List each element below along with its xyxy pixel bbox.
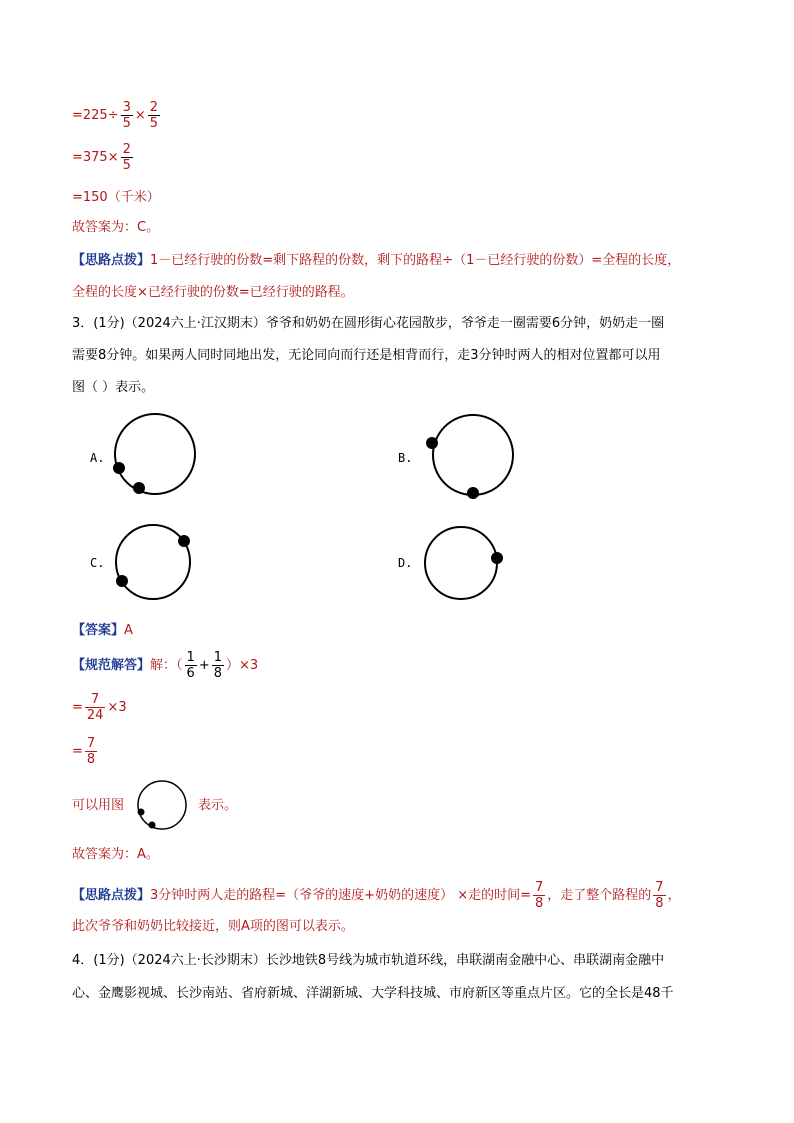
dot <box>178 535 190 547</box>
option-d-label: D. <box>398 556 413 570</box>
step-line-1 <box>72 692 127 723</box>
denominator: 5 <box>122 158 131 173</box>
use-figure-line <box>72 796 124 816</box>
use-figure-text: 可以用图 <box>72 798 125 813</box>
circle-outline <box>116 525 190 599</box>
circle-outline <box>433 415 513 495</box>
numerator: 2 <box>149 100 159 115</box>
answer-line-q2: 故答案为：C。 <box>72 220 160 235</box>
hint-tag: 【思路点拨】 <box>72 888 151 903</box>
fraction <box>121 142 133 173</box>
hint-text: 1－已经行驶的份数=剩下路程的份数，剩下的路程÷（1－已经行驶的份数）=全程的长度， <box>150 253 681 268</box>
option-a-circle <box>110 410 200 500</box>
hint-text-a: 3分钟时两人走的路程=（爷爷的速度+奶奶的速度） ×走的时间= <box>150 888 531 903</box>
solution-circle <box>134 778 190 834</box>
numerator: 7 <box>535 880 544 895</box>
step1-tail: ×3 <box>107 700 127 715</box>
dot <box>467 487 479 499</box>
fraction <box>533 880 545 911</box>
dot <box>138 809 145 816</box>
numerator: 1 <box>213 650 222 665</box>
fraction <box>85 692 106 723</box>
dot <box>113 462 125 474</box>
use-figure-suffix-line <box>198 796 237 816</box>
option-c-label: C. <box>90 556 105 570</box>
q3-line-1: 3．(1分)（2024六上·江汉期末）爷爷和奶奶在圆形街心花园散步，爷爷走一圈需要6分钟，奶奶走一圈 <box>72 316 665 331</box>
fraction <box>653 880 665 911</box>
q4-line-2: 心、金鹰影视城、长沙南站、省府新城、洋湖新城、大学科技城、市府新区等重点片区。它的全长是48千 <box>72 986 674 1001</box>
fraction <box>212 650 224 681</box>
fraction <box>148 100 160 131</box>
denominator: 8 <box>655 896 664 911</box>
dot <box>491 552 503 564</box>
times-sign: × <box>134 108 146 123</box>
hint-line-2: 全程的长度×已经行驶的份数=已经行驶的路程。 <box>72 285 354 300</box>
denominator: 5 <box>122 116 131 131</box>
step-line-2 <box>72 736 99 767</box>
calc-line-2 <box>72 142 135 173</box>
answer-line-q3 <box>72 621 133 641</box>
hint-text-b: ，走了整个路程的 <box>547 888 652 903</box>
dot <box>133 482 145 494</box>
q3-line-3: 图（ ）表示。 <box>72 380 155 395</box>
answer-line-q3-final: 故答案为：A。 <box>72 847 159 862</box>
hint-line-1 <box>72 251 680 271</box>
q4-line-1: 4．(1分)（2024六上·长沙期末）长沙地铁8号线为城市轨道环线，串联湖南金融中心、串联湖南金融中 <box>72 953 665 968</box>
circle-outline <box>138 781 186 829</box>
circle-outline <box>115 414 195 494</box>
option-b-circle <box>428 410 518 500</box>
plus-sign: + <box>198 658 210 673</box>
answer-tag: 【答案】 <box>72 623 125 638</box>
option-c-circle <box>110 522 200 604</box>
numerator: 2 <box>122 142 131 157</box>
solution-prefix: 解：（ <box>150 658 183 673</box>
denominator: 8 <box>213 666 222 681</box>
numerator: 7 <box>86 736 96 751</box>
calc-line-1 <box>72 100 162 131</box>
fraction <box>85 736 97 767</box>
hint-line-q3 <box>72 880 681 911</box>
calc1-prefix: =225÷ <box>72 108 119 123</box>
circle-outline <box>425 527 497 599</box>
equals-sign: = <box>72 700 83 715</box>
denominator: 24 <box>86 708 104 723</box>
denominator: 5 <box>149 116 159 131</box>
hint-line-q3-2: 此次爷爷和奶奶比较接近，则A项的图可以表示。 <box>72 919 354 934</box>
numerator: 3 <box>122 100 131 115</box>
q3-line-2: 需要8分钟。如果两人同时同地出发，无论同向而行还是相背而行，走3分钟时两人的相对位置都可以用 <box>72 348 661 363</box>
dot <box>116 575 128 587</box>
numerator: 7 <box>655 880 664 895</box>
denominator: 6 <box>186 666 195 681</box>
solution-line <box>72 650 258 681</box>
hint-text-c: ， <box>667 888 681 903</box>
use-figure-suffix: 表示。 <box>198 798 238 813</box>
hint-tag: 【思路点拨】 <box>72 253 151 268</box>
option-b-label: B. <box>398 451 413 465</box>
calc2-prefix: =375× <box>72 150 119 165</box>
numerator: 7 <box>85 692 106 708</box>
fraction <box>185 650 197 681</box>
numerator: 1 <box>186 650 195 665</box>
dot <box>426 437 438 449</box>
solution-tag: 【规范解答】 <box>72 658 151 673</box>
solution-suffix: ）×3 <box>226 658 259 673</box>
answer-value: A <box>124 623 133 638</box>
dot <box>149 822 156 829</box>
denominator: 8 <box>86 752 96 767</box>
calc-line-3: =150（千米） <box>72 190 160 205</box>
fraction <box>121 100 133 131</box>
denominator: 8 <box>535 896 544 911</box>
equals-sign: = <box>72 744 83 759</box>
option-d-circle <box>420 524 510 604</box>
option-a-label: A. <box>90 451 105 465</box>
